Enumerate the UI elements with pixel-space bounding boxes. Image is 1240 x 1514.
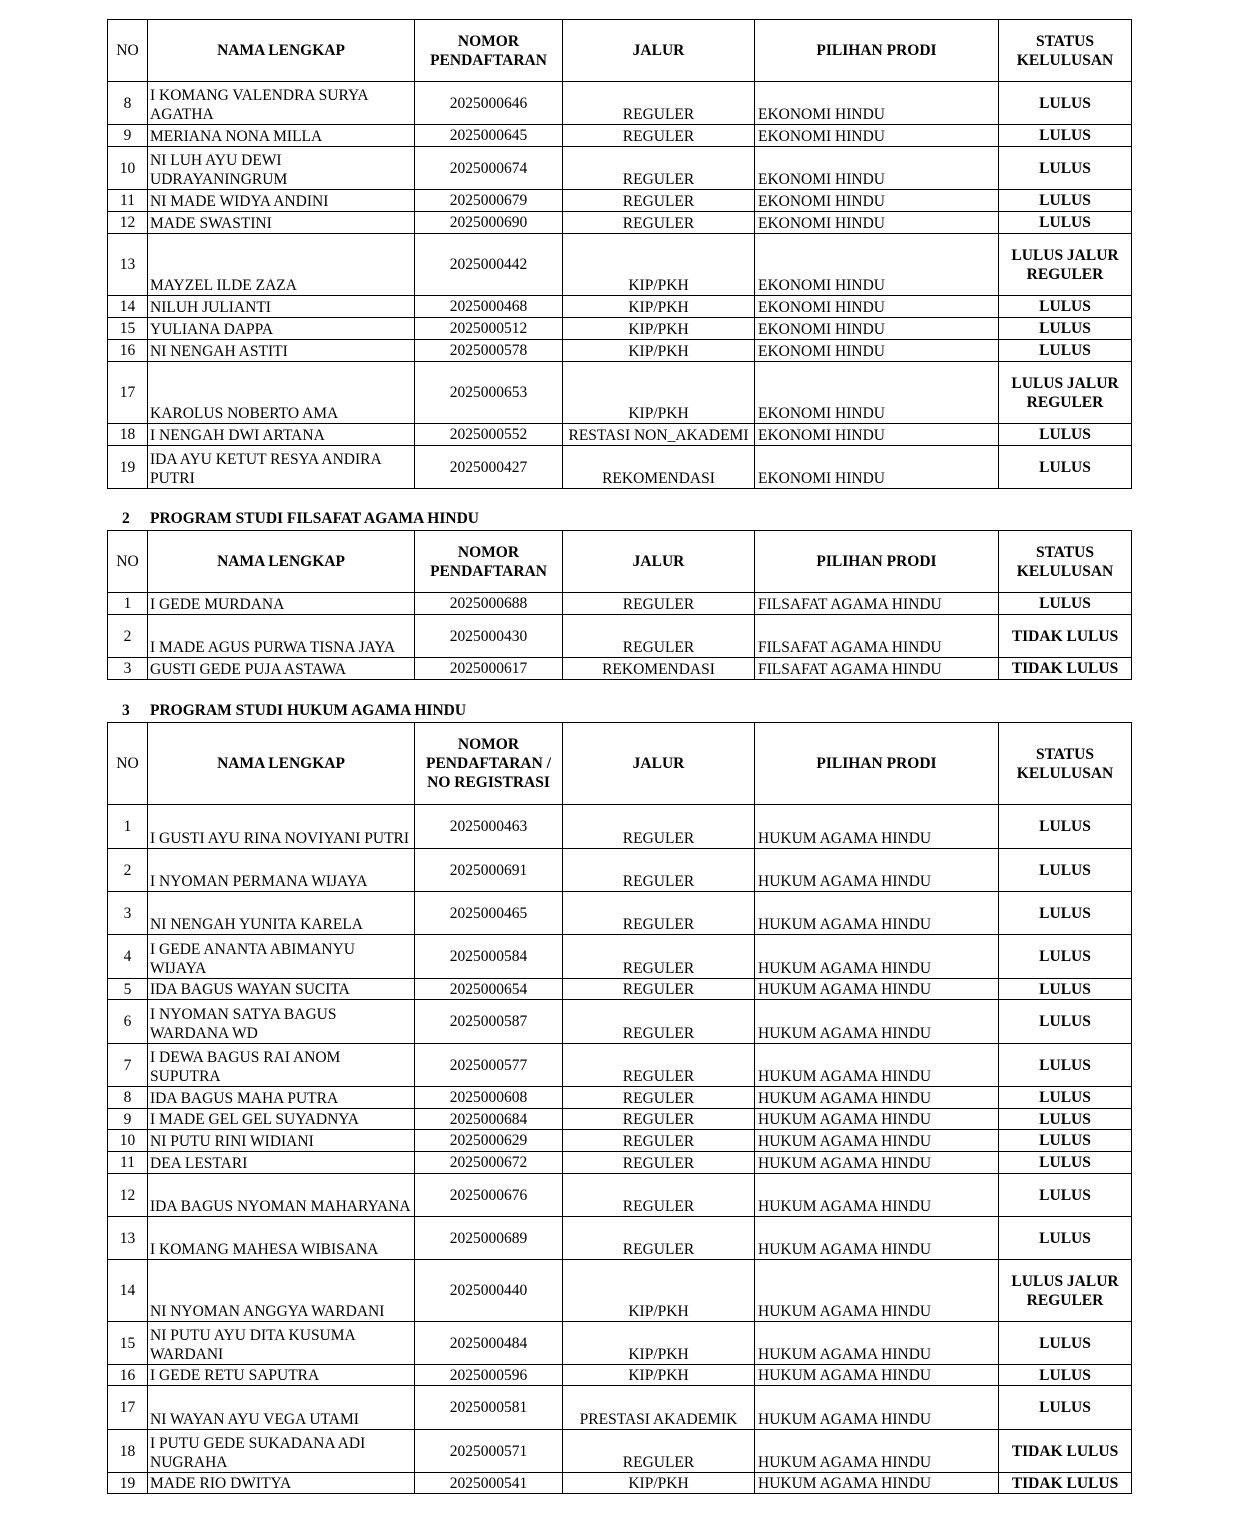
program-choice: HUKUM AGAMA HINDU [755,849,999,892]
header-no: NO [108,531,148,593]
program-choice: HUKUM AGAMA HINDU [755,1260,999,1322]
admission-path: REGULER [563,1044,755,1087]
program-choice: HUKUM AGAMA HINDU [755,1087,999,1109]
registration-number: 2025000646 [415,82,563,125]
program-choice: HUKUM AGAMA HINDU [755,935,999,979]
student-name: I MADE GEL GEL SUYADNYA [148,1109,415,1130]
program-choice: FILSAFAT AGAMA HINDU [755,593,999,615]
row-no: 1 [108,805,148,849]
student-name: MAYZEL ILDE ZAZA [148,234,415,296]
student-name: I NENGAH DWI ARTANA [148,424,415,446]
program-choice: EKONOMI HINDU [755,234,999,296]
graduation-status: LULUS [999,147,1132,190]
graduation-status: LULUS [999,1109,1132,1130]
graduation-status: LULUS [999,340,1132,362]
table-row [108,362,1132,424]
header-row [108,723,1132,805]
table-row [108,190,1132,212]
table-row [108,1322,1132,1365]
graduation-status: LULUS [999,125,1132,147]
registration-number: 2025000581 [415,1386,563,1430]
row-no: 15 [108,1322,148,1365]
row-no: 6 [108,1000,148,1044]
admission-path: REGULER [563,82,755,125]
program-choice: HUKUM AGAMA HINDU [755,1044,999,1087]
program-choice: HUKUM AGAMA HINDU [755,892,999,935]
student-name: MERIANA NONA MILLA [148,125,415,147]
program-choice: HUKUM AGAMA HINDU [755,805,999,849]
header-nomor: NOMOR PENDAFTARAN / NO REGISTRASI [415,723,563,805]
registration-number: 2025000645 [415,125,563,147]
student-name: IDA BAGUS WAYAN SUCITA [148,979,415,1000]
registration-number: 2025000690 [415,212,563,234]
registration-number: 2025000596 [415,1365,563,1386]
admission-path: REGULER [563,1109,755,1130]
registration-number: 2025000617 [415,658,563,680]
table-row [108,1217,1132,1260]
student-name: IDA BAGUS MAHA PUTRA [148,1087,415,1109]
admission-path: REGULER [563,125,755,147]
admission-path: REGULER [563,615,755,658]
row-no: 12 [108,212,148,234]
graduation-status: LULUS [999,593,1132,615]
program-choice: EKONOMI HINDU [755,318,999,340]
row-no: 18 [108,424,148,446]
admission-path: REGULER [563,1430,755,1473]
graduation-status: LULUS [999,424,1132,446]
table-row [108,296,1132,318]
row-no: 19 [108,1473,148,1494]
registration-number: 2025000688 [415,593,563,615]
header-row [108,20,1132,82]
header-prodi: PILIHAN PRODI [755,531,999,593]
registration-number: 2025000442 [415,234,563,296]
registration-number: 2025000440 [415,1260,563,1322]
section-label: PROGRAM STUDI FILSAFAT AGAMA HINDU [150,510,479,527]
graduation-status: LULUS [999,1000,1132,1044]
table-row [108,1174,1132,1217]
graduation-status: LULUS [999,1087,1132,1109]
student-name: MADE RIO DWITYA [148,1473,415,1494]
table-row [108,658,1132,680]
graduation-status: LULUS [999,1130,1132,1152]
header-prodi: PILIHAN PRODI [755,20,999,82]
admission-path: REGULER [563,805,755,849]
admission-path: PRESTASI AKADEMIK [563,1386,755,1430]
program-choice: HUKUM AGAMA HINDU [755,1386,999,1430]
graduation-status: LULUS [999,935,1132,979]
row-no: 9 [108,1109,148,1130]
registration-number: 2025000587 [415,1000,563,1044]
student-name: NI WAYAN AYU VEGA UTAMI [148,1386,415,1430]
section-title-hukum [122,702,466,720]
row-no: 9 [108,125,148,147]
row-no: 19 [108,446,148,489]
graduation-status: LULUS [999,1322,1132,1365]
student-name: I PUTU GEDE SUKADANA ADI NUGRAHA [148,1430,415,1473]
table-row [108,1044,1132,1087]
program-choice: HUKUM AGAMA HINDU [755,1430,999,1473]
program-choice: EKONOMI HINDU [755,82,999,125]
table-row [108,1109,1132,1130]
graduation-status: LULUS JALUR REGULER [999,1260,1132,1322]
graduation-status: LULUS [999,1044,1132,1087]
student-name: IDA BAGUS NYOMAN MAHARYANA [148,1174,415,1217]
table-row [108,1130,1132,1152]
table-row [108,424,1132,446]
header-nomor: NOMOR PENDAFTARAN [415,531,563,593]
registration-number: 2025000684 [415,1109,563,1130]
registration-number: 2025000691 [415,849,563,892]
graduation-status: LULUS JALUR REGULER [999,362,1132,424]
program-choice: HUKUM AGAMA HINDU [755,1473,999,1494]
admission-path: REKOMENDASI [563,658,755,680]
program-choice: HUKUM AGAMA HINDU [755,1109,999,1130]
student-name: DEA LESTARI [148,1152,415,1174]
header-status: STATUS KELULUSAN [999,531,1132,593]
table-row [108,805,1132,849]
graduation-status: LULUS JALUR REGULER [999,234,1132,296]
program-choice: EKONOMI HINDU [755,340,999,362]
admission-path: REGULER [563,212,755,234]
registration-number: 2025000552 [415,424,563,446]
registration-number: 2025000654 [415,979,563,1000]
registration-number: 2025000541 [415,1473,563,1494]
row-no: 4 [108,935,148,979]
student-name: NI MADE WIDYA ANDINI [148,190,415,212]
row-no: 18 [108,1430,148,1473]
filsafat-agama-hindu-table [107,530,1132,680]
student-name: I KOMANG MAHESA WIBISANA [148,1217,415,1260]
registration-number: 2025000676 [415,1174,563,1217]
admission-path: KIP/PKH [563,1473,755,1494]
registration-number: 2025000672 [415,1152,563,1174]
table-row [108,615,1132,658]
program-choice: FILSAFAT AGAMA HINDU [755,615,999,658]
registration-number: 2025000674 [415,147,563,190]
graduation-status: LULUS [999,446,1132,489]
student-name: I GEDE MURDANA [148,593,415,615]
row-no: 11 [108,1152,148,1174]
program-choice: HUKUM AGAMA HINDU [755,1217,999,1260]
student-name: NILUH JULIANTI [148,296,415,318]
table-row [108,1473,1132,1494]
admission-path: REGULER [563,1152,755,1174]
program-choice: HUKUM AGAMA HINDU [755,1322,999,1365]
admission-path: KIP/PKH [563,340,755,362]
admission-path: RESTASI NON_AKADEMI [563,424,755,446]
header-jalur: JALUR [563,531,755,593]
table-row [108,340,1132,362]
table-row [108,1260,1132,1322]
graduation-status: LULUS [999,1174,1132,1217]
program-choice: EKONOMI HINDU [755,424,999,446]
row-no: 14 [108,296,148,318]
registration-number: 2025000608 [415,1087,563,1109]
table-row [108,1365,1132,1386]
admission-path: REGULER [563,979,755,1000]
program-choice: HUKUM AGAMA HINDU [755,1365,999,1386]
registration-number: 2025000512 [415,318,563,340]
registration-number: 2025000465 [415,892,563,935]
section-number: 2 [122,510,130,527]
section-number: 3 [122,702,130,719]
admission-path: REGULER [563,190,755,212]
admission-path: KIP/PKH [563,234,755,296]
registration-number: 2025000679 [415,190,563,212]
header-nama: NAMA LENGKAP [148,531,415,593]
table-row [108,849,1132,892]
student-name: I MADE AGUS PURWA TISNA JAYA [148,615,415,658]
graduation-status: TIDAK LULUS [999,658,1132,680]
admission-path: KIP/PKH [563,1260,755,1322]
program-choice: HUKUM AGAMA HINDU [755,1130,999,1152]
row-no: 2 [108,615,148,658]
table-row [108,147,1132,190]
graduation-status: LULUS [999,82,1132,125]
program-choice: HUKUM AGAMA HINDU [755,1174,999,1217]
graduation-status: LULUS [999,1386,1132,1430]
header-nama: NAMA LENGKAP [148,20,415,82]
row-no: 8 [108,1087,148,1109]
registration-number: 2025000484 [415,1322,563,1365]
row-no: 13 [108,1217,148,1260]
graduation-status: LULUS [999,212,1132,234]
table-row [108,318,1132,340]
student-name: I GUSTI AYU RINA NOVIYANI PUTRI [148,805,415,849]
registration-number: 2025000689 [415,1217,563,1260]
graduation-status: LULUS [999,1152,1132,1174]
program-choice: EKONOMI HINDU [755,296,999,318]
row-no: 11 [108,190,148,212]
row-no: 5 [108,979,148,1000]
table-row [108,892,1132,935]
ekonomi-hindu-table [107,19,1132,489]
section-label: PROGRAM STUDI HUKUM AGAMA HINDU [150,702,467,719]
graduation-status: LULUS [999,849,1132,892]
student-name: I NYOMAN SATYA BAGUS WARDANA WD [148,1000,415,1044]
program-choice: FILSAFAT AGAMA HINDU [755,658,999,680]
admission-path: KIP/PKH [563,362,755,424]
graduation-status: LULUS [999,296,1132,318]
admission-path: REGULER [563,1130,755,1152]
program-choice: EKONOMI HINDU [755,147,999,190]
registration-number: 2025000629 [415,1130,563,1152]
registration-number: 2025000427 [415,446,563,489]
row-no: 17 [108,1386,148,1430]
row-no: 12 [108,1174,148,1217]
student-name: NI NENGAH ASTITI [148,340,415,362]
admission-path: REGULER [563,1217,755,1260]
student-name: IDA AYU KETUT RESYA ANDIRA PUTRI [148,446,415,489]
section-title-filsafat [122,510,479,528]
header-status: STATUS KELULUSAN [999,723,1132,805]
header-prodi: PILIHAN PRODI [755,723,999,805]
row-no: 16 [108,340,148,362]
graduation-status: LULUS [999,892,1132,935]
row-no: 2 [108,849,148,892]
admission-path: KIP/PKH [563,318,755,340]
admission-path: REGULER [563,892,755,935]
row-no: 10 [108,147,148,190]
row-no: 16 [108,1365,148,1386]
registration-number: 2025000571 [415,1430,563,1473]
admission-path: KIP/PKH [563,296,755,318]
student-name: NI PUTU RINI WIDIANI [148,1130,415,1152]
admission-path: REGULER [563,147,755,190]
program-choice: EKONOMI HINDU [755,190,999,212]
graduation-status: TIDAK LULUS [999,1473,1132,1494]
student-name: I KOMANG VALENDRA SURYA AGATHA [148,82,415,125]
admission-path: REGULER [563,849,755,892]
graduation-status: LULUS [999,1365,1132,1386]
header-jalur: JALUR [563,723,755,805]
graduation-status: TIDAK LULUS [999,615,1132,658]
admission-path: REGULER [563,1000,755,1044]
table-row [108,1087,1132,1109]
student-name: GUSTI GEDE PUJA ASTAWA [148,658,415,680]
row-no: 13 [108,234,148,296]
graduation-status: LULUS [999,190,1132,212]
admission-path: REGULER [563,1174,755,1217]
table-row [108,234,1132,296]
registration-number: 2025000463 [415,805,563,849]
header-nomor: NOMOR PENDAFTARAN [415,20,563,82]
student-name: NI PUTU AYU DITA KUSUMA WARDANI [148,1322,415,1365]
row-no: 15 [108,318,148,340]
program-choice: HUKUM AGAMA HINDU [755,1152,999,1174]
row-no: 8 [108,82,148,125]
admission-path: KIP/PKH [563,1322,755,1365]
header-jalur: JALUR [563,20,755,82]
student-name: I NYOMAN PERMANA WIJAYA [148,849,415,892]
program-choice: HUKUM AGAMA HINDU [755,979,999,1000]
registration-number: 2025000577 [415,1044,563,1087]
row-no: 3 [108,892,148,935]
registration-number: 2025000468 [415,296,563,318]
graduation-status: LULUS [999,1217,1132,1260]
graduation-status: TIDAK LULUS [999,1430,1132,1473]
registration-number: 2025000578 [415,340,563,362]
program-choice: EKONOMI HINDU [755,212,999,234]
table-row [108,1386,1132,1430]
student-name: MADE SWASTINI [148,212,415,234]
student-name: YULIANA DAPPA [148,318,415,340]
registration-number: 2025000430 [415,615,563,658]
table-row [108,446,1132,489]
registration-number: 2025000584 [415,935,563,979]
student-name: I DEWA BAGUS RAI ANOM SUPUTRA [148,1044,415,1087]
student-name: NI LUH AYU DEWI UDRAYANINGRUM [148,147,415,190]
admission-path: REKOMENDASI [563,446,755,489]
student-name: NI NENGAH YUNITA KARELA [148,892,415,935]
table-row [108,1152,1132,1174]
row-no: 7 [108,1044,148,1087]
row-no: 1 [108,593,148,615]
admission-path: REGULER [563,593,755,615]
program-choice: HUKUM AGAMA HINDU [755,1000,999,1044]
table-row [108,125,1132,147]
table-row [108,935,1132,979]
table-row [108,212,1132,234]
student-name: I GEDE ANANTA ABIMANYU WIJAYA [148,935,415,979]
table-row [108,1430,1132,1473]
program-choice: EKONOMI HINDU [755,362,999,424]
graduation-status: LULUS [999,805,1132,849]
registration-number: 2025000653 [415,362,563,424]
table-row [108,593,1132,615]
admission-path: KIP/PKH [563,1365,755,1386]
header-no: NO [108,723,148,805]
row-no: 17 [108,362,148,424]
header-row [108,531,1132,593]
row-no: 14 [108,1260,148,1322]
header-nama: NAMA LENGKAP [148,723,415,805]
admission-path: REGULER [563,1087,755,1109]
program-choice: EKONOMI HINDU [755,125,999,147]
table-row [108,1000,1132,1044]
row-no: 10 [108,1130,148,1152]
student-name: KAROLUS NOBERTO AMA [148,362,415,424]
table-row [108,82,1132,125]
row-no: 3 [108,658,148,680]
hukum-agama-hindu-table [107,722,1132,1494]
graduation-status: LULUS [999,979,1132,1000]
student-name: NI NYOMAN ANGGYA WARDANI [148,1260,415,1322]
student-name: I GEDE RETU SAPUTRA [148,1365,415,1386]
graduation-status: LULUS [999,318,1132,340]
table-row [108,979,1132,1000]
header-status: STATUS KELULUSAN [999,20,1132,82]
program-choice: EKONOMI HINDU [755,446,999,489]
header-no: NO [108,20,148,82]
admission-path: REGULER [563,935,755,979]
